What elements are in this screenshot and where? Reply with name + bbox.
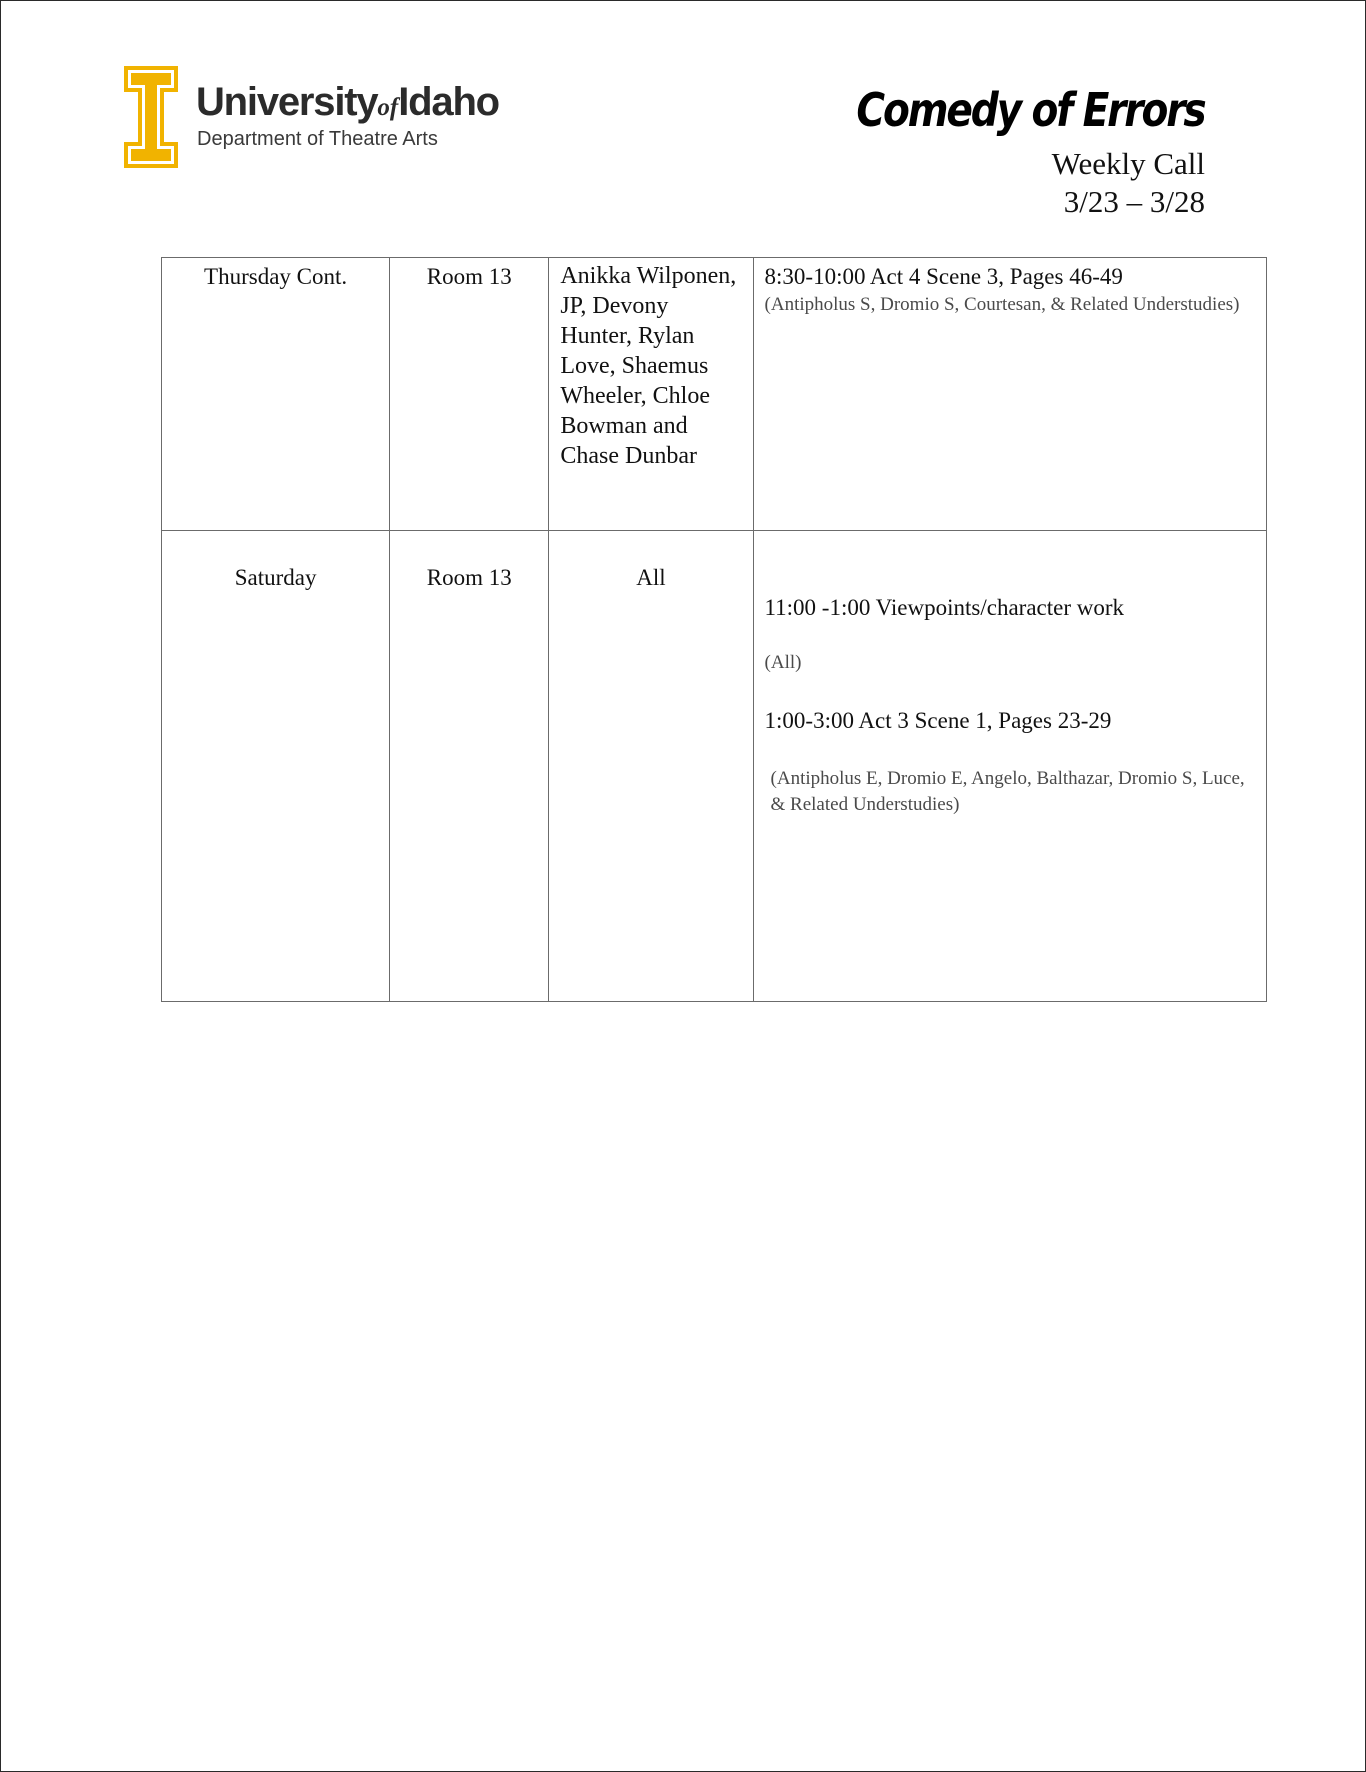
call-label: Weekly Call bbox=[1051, 146, 1205, 181]
schedule-table bbox=[161, 257, 1267, 1002]
call-characters: (All) bbox=[764, 652, 802, 673]
call-characters: (Antipholus E, Dromio E, Angelo, Balthazar, Dromio S, Luce, & Related Understudies) bbox=[770, 768, 1245, 815]
day-cell: Saturday bbox=[162, 531, 390, 1002]
called-cell: Anikka Wilponen, JP, Devony Hunter, Rylan Love, Shaemus Wheeler, Chloe Bowman and Chase Dunbar bbox=[549, 258, 753, 531]
room-cell: Room 13 bbox=[390, 258, 549, 531]
call-characters: (Antipholus S, Dromio S, Courtesan, & Related Understudies) bbox=[764, 294, 1240, 315]
room-cell: Room 13 bbox=[390, 531, 549, 1002]
university-name: UniversityofIdaho bbox=[196, 80, 499, 124]
title-block bbox=[795, 83, 1205, 221]
call-time: 11:00 -1:00 Viewpoints/character work bbox=[764, 595, 1125, 620]
day-cell: Thursday Cont. bbox=[162, 258, 390, 531]
block-i-logo-icon bbox=[124, 66, 178, 168]
show-title: Comedy of Errors bbox=[856, 83, 1205, 137]
university-logo bbox=[124, 66, 524, 171]
called-cell: All bbox=[549, 531, 753, 1002]
call-time: 1:00-3:00 Act 3 Scene 1, Pages 23-29 bbox=[764, 708, 1112, 733]
schedule-cell bbox=[753, 258, 1266, 531]
call-time: 8:30-10:00 Act 4 Scene 3, Pages 46-49 bbox=[764, 264, 1123, 289]
schedule-row-saturday bbox=[162, 531, 1267, 1002]
date-range: 3/23 – 3/28 bbox=[1063, 184, 1205, 219]
schedule-row-thursday bbox=[162, 258, 1267, 531]
schedule-cell bbox=[753, 531, 1266, 1002]
department-name: Department of Theatre Arts bbox=[197, 128, 438, 150]
